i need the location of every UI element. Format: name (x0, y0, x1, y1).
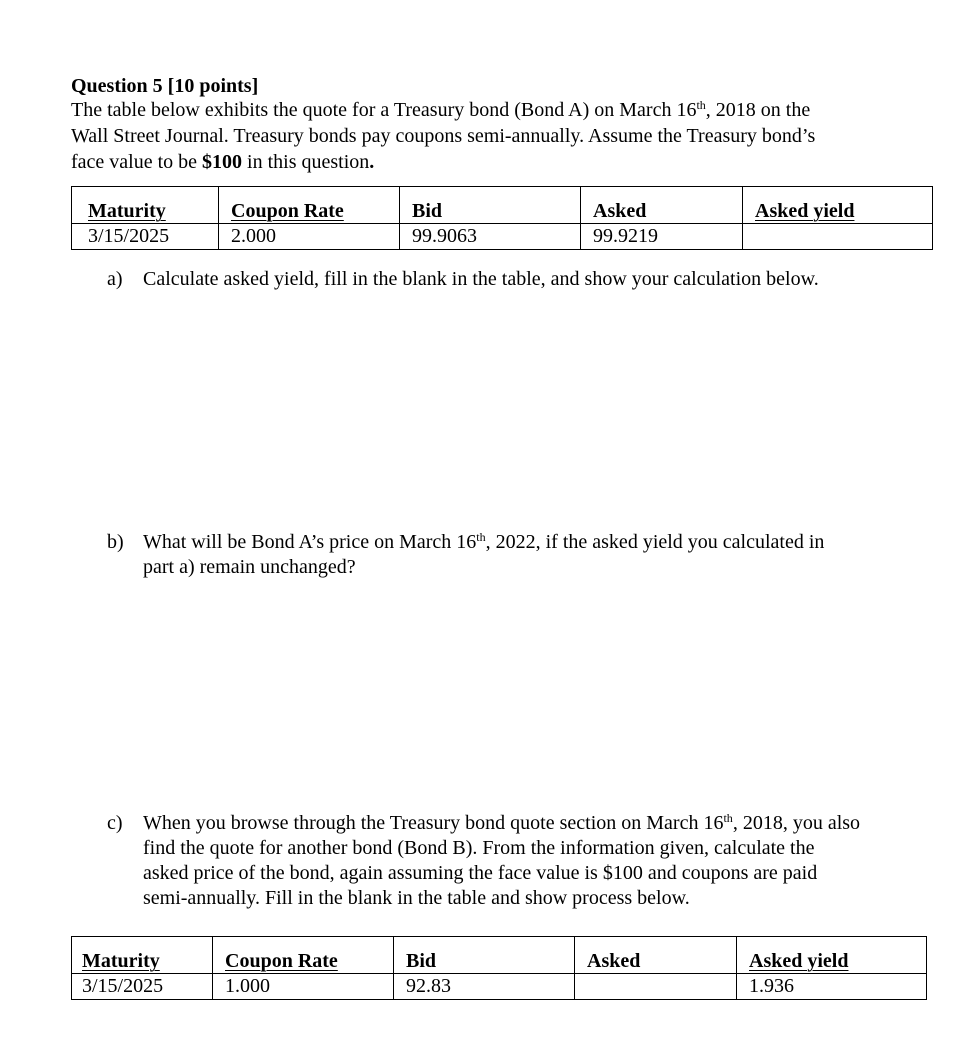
header-asked: Asked (581, 187, 743, 224)
bond-a-quote-table (71, 186, 933, 250)
header-bid: Bid (394, 937, 575, 974)
part-a-text: Calculate asked yield, fill in the blank in the table, and show your calculation below. (143, 268, 819, 290)
header-asked: Asked (575, 937, 737, 974)
part-c (107, 811, 967, 911)
part-c-line-1-end: , 2018, you also (732, 812, 861, 834)
cell-asked-yield: 1.936 (737, 974, 927, 1000)
part-c-label: c) (107, 812, 123, 834)
cell-maturity: 3/15/2025 (72, 974, 213, 1000)
part-b-line-1-end: , 2022, if the asked yield you calculated in (485, 531, 825, 553)
table-row (72, 224, 933, 250)
question-intro (71, 97, 941, 175)
part-b-line-1 (143, 530, 824, 555)
part-b-sup: th (476, 530, 486, 544)
intro-line-1-text: The table below exhibits the quote for a Treasury bond (Bond A) on March 16 (71, 99, 697, 121)
bond-b-quote-table (71, 936, 927, 1000)
face-value-bold: $100 (202, 151, 243, 173)
part-c-line-1 (143, 811, 860, 836)
part-c-line-4: semi-annually. Fill in the blank in the table and show process below. (143, 887, 690, 909)
part-c-sup: th (723, 811, 733, 825)
cell-bid: 99.9063 (400, 224, 581, 250)
cell-coupon-rate: 1.000 (213, 974, 394, 1000)
header-maturity: Maturity (72, 937, 213, 974)
cell-coupon-rate: 2.000 (219, 224, 400, 250)
question-title: Question 5 [10 points] (71, 75, 259, 97)
part-a (107, 267, 957, 292)
cell-bid: 92.83 (394, 974, 575, 1000)
intro-line-3-period: . (369, 151, 375, 173)
table-header-row (72, 187, 933, 224)
cell-maturity: 3/15/2025 (72, 224, 219, 250)
header-maturity: Maturity (72, 187, 219, 224)
header-asked-yield: Asked yield (743, 187, 933, 224)
header-coupon-rate: Coupon Rate (213, 937, 394, 974)
part-b-label: b) (107, 531, 124, 553)
header-bid: Bid (400, 187, 581, 224)
intro-line-3 (71, 149, 941, 175)
part-c-line-3: asked price of the bond, again assuming the face value is $100 and coupons are paid (143, 862, 818, 884)
part-b-text (143, 530, 824, 580)
cell-asked-blank[interactable] (575, 974, 737, 1000)
intro-line-3-mid: in this question (242, 151, 370, 173)
part-c-text (143, 811, 860, 911)
part-b (107, 530, 957, 580)
part-c-line-2: find the quote for another bond (Bond B). From the information given, calculate the (143, 837, 815, 859)
part-a-label: a) (107, 268, 123, 290)
cell-asked-yield-blank[interactable] (743, 224, 933, 250)
intro-line-1 (71, 97, 941, 123)
part-b-line-2: part a) remain unchanged? (143, 556, 356, 578)
part-b-line-1-start: What will be Bond A’s price on March 16 (143, 531, 477, 553)
part-c-line-1-start: When you browse through the Treasury bond quote section on March 16 (143, 812, 724, 834)
intro-line-3-start: face value to be (71, 151, 203, 173)
table-header-row (72, 937, 927, 974)
header-coupon-rate: Coupon Rate (219, 187, 400, 224)
intro-line-1-end: , 2018 on the (705, 99, 811, 121)
intro-line-2: Wall Street Journal. Treasury bonds pay coupons semi-annually. Assume the Treasury bond’s (71, 125, 816, 147)
cell-asked: 99.9219 (581, 224, 743, 250)
table-row (72, 974, 927, 1000)
header-asked-yield: Asked yield (737, 937, 927, 974)
intro-line-1-sup: th (696, 98, 706, 112)
